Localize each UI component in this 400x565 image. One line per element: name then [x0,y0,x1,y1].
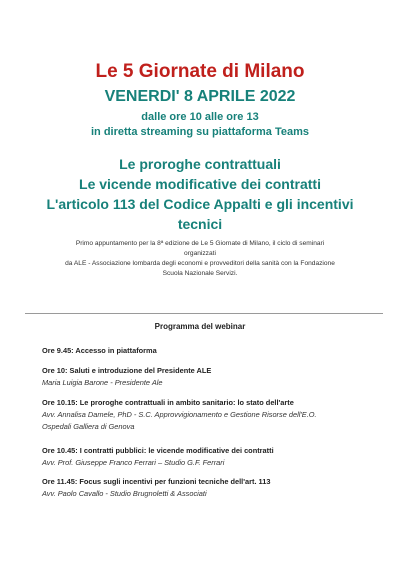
program-item [42,397,372,433]
program-item-speaker-cont: Ospedali Galliera di Genova [42,422,135,431]
program-item-head: Ore 9.45: Accesso in piattaforma [42,346,157,355]
program-item [42,476,372,500]
program-item-speaker: Avv. Annalisa Damele, PhD - S.C. Approvvigionamento e Gestione Risorse dell'E.O. [42,410,317,419]
program-item-speaker: Maria Luigia Barone - Presidente Ale [42,378,163,387]
program-title: Programma del webinar [154,322,246,331]
intro-line-1: Primo appuntamento per la 8ª edizione de Le 5 Giornate di Milano, il ciclo di seminari organizzati [75,240,325,257]
intro-line-3: Scuola Nazionale Servizi. [162,270,238,277]
divider [25,313,383,314]
event-title: Le 5 Giornate di Milano [95,61,305,82]
program-item-speaker: Avv. Prof. Giuseppe Franco Ferrari – Studio G.F. Ferrari [42,458,225,467]
topic-line-3: L'articolo 113 del Codice Appalti e gli incentivi [46,196,354,212]
intro-paragraph [60,239,340,279]
event-platform: in diretta streaming su piattaforma Teams [90,126,310,138]
topic-line-2: Le vicende modificative dei contratti [79,176,321,192]
intro-line-2: da ALE - Associazione lombarda degli economi e provveditori della sanità con la Fondazione [65,260,335,267]
program-item-head: Ore 10.15: Le proroghe contrattuali in ambito sanitario: lo stato dell'arte [42,398,294,407]
program-item [42,345,372,357]
program-item-head: Ore 10: Saluti e introduzione del Presidente ALE [42,366,212,375]
program-item [42,445,372,469]
topic-line-1: Le proroghe contrattuali [119,156,281,172]
event-date: VENERDI' 8 APRILE 2022 [104,88,296,105]
topic-line-4: tecnici [177,216,223,232]
program-item [42,365,372,389]
program-item-head: Ore 11.45: Focus sugli incentivi per funzioni tecniche dell'art. 113 [42,477,271,486]
program-item-speaker: Avv. Paolo Cavallo - Studio Brugnoletti & Associati [42,489,207,498]
event-time: dalle ore 10 alle ore 13 [141,111,259,123]
program-item-head: Ore 10.45: I contratti pubblici: le vicende modificative dei contratti [42,446,274,455]
